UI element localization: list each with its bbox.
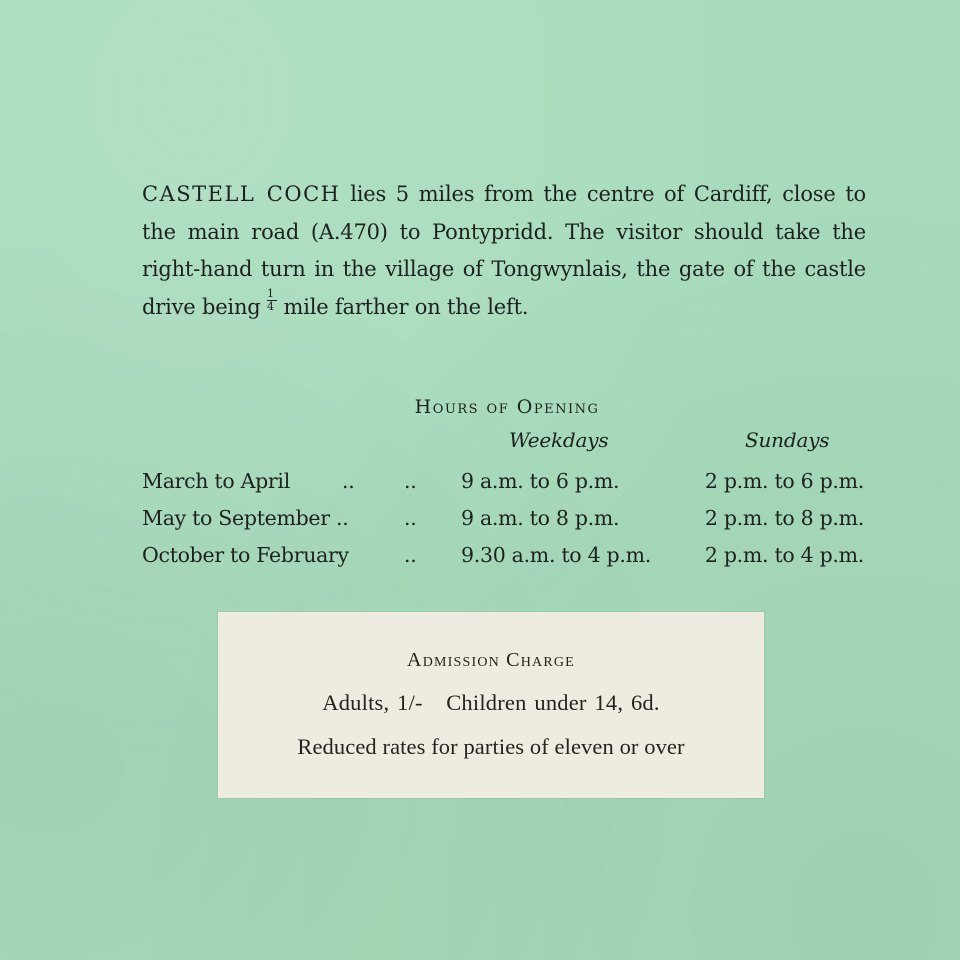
group-rates-note: Reduced rates for parties of eleven or over — [297, 734, 685, 759]
fraction-numerator: 1 — [267, 286, 274, 300]
weekday-hours: 9 a.m. to 8 p.m. — [461, 506, 620, 530]
period-label: March to April — [142, 469, 290, 493]
admission-charge-slip — [218, 612, 764, 798]
admission-prices: Adults, 1/- Children under 14, 6d. — [322, 690, 660, 715]
sundays-column-heading: Sundays — [745, 428, 830, 452]
period-label: October to February — [142, 543, 349, 567]
quarter-fraction — [267, 286, 277, 313]
fraction-denominator: 4 — [267, 299, 274, 313]
leader-dots: .. — [342, 469, 355, 493]
hours-row — [142, 500, 866, 537]
directions-text-end: mile farther on the left. — [277, 294, 529, 319]
leader-dots: .. — [404, 469, 417, 493]
leader-dots: .. — [404, 506, 417, 530]
directions-paragraph — [142, 176, 866, 326]
hours-row — [142, 463, 866, 500]
weekday-hours: 9 a.m. to 6 p.m. — [461, 469, 620, 493]
period-label: May to September .. — [142, 506, 349, 530]
weekdays-column-heading: Weekdays — [509, 428, 609, 452]
opening-hours-table — [142, 463, 866, 574]
sunday-hours: 2 p.m. to 6 p.m. — [704, 469, 864, 493]
sunday-hours: 2 p.m. to 4 p.m. — [704, 543, 864, 567]
hours-row — [142, 537, 866, 574]
hours-heading: Hours of Opening — [414, 396, 600, 418]
leader-dots: .. — [404, 543, 417, 567]
directions-text: lies 5 miles from the centre of Cardiff, close to the main road (A.470) to Pontypridd. The visitor should take the right-hand turn in the village of Tongwynlais, the gate of the castle drive being — [142, 182, 866, 319]
weekday-hours: 9.30 a.m. to 4 p.m. — [461, 543, 651, 567]
sunday-hours: 2 p.m. to 8 p.m. — [704, 506, 864, 530]
admission-heading: Admission Charge — [407, 649, 575, 671]
castle-name: CASTELL COCH — [142, 182, 341, 206]
